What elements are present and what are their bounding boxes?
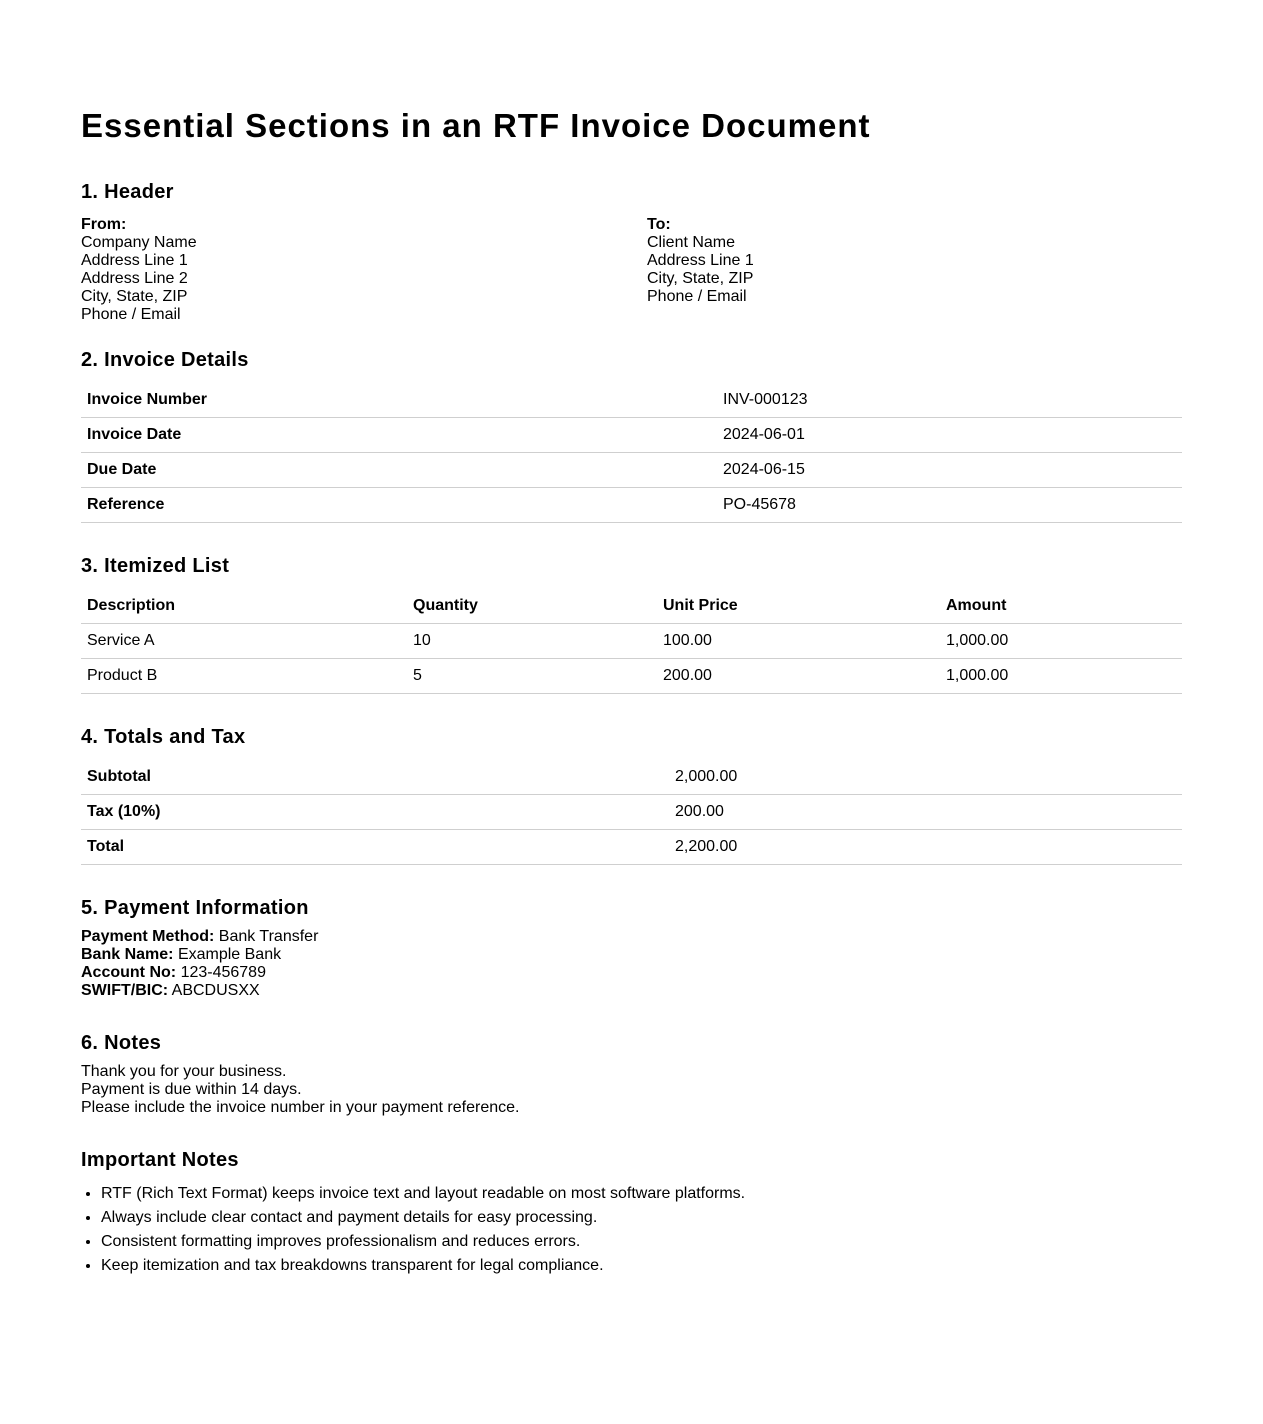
table-row	[81, 830, 1182, 865]
to-line: Phone / Email	[647, 288, 747, 305]
detail-label: Invoice Date	[81, 418, 717, 453]
to-line: Client Name	[647, 234, 736, 251]
itemized-table	[81, 589, 1182, 694]
list-item: • Consistent formatting improves professionalism and reduces errors.	[101, 1230, 1182, 1254]
to-label: To:	[647, 216, 671, 233]
from-line: Address Line 2	[81, 270, 188, 287]
notes-line: Thank you for your business.	[81, 1063, 287, 1080]
section-heading-header: 1. Header	[81, 181, 174, 203]
list-item: • RTF (Rich Text Format) keeps invoice text and layout readable on most software platforms.	[101, 1182, 1182, 1206]
total-label: Subtotal	[81, 760, 669, 795]
detail-label: Due Date	[81, 453, 717, 488]
to-line: City, State, ZIP	[647, 270, 754, 287]
total-value: 200.00	[669, 795, 1182, 830]
payment-field	[81, 928, 1182, 946]
detail-value: INV-000123	[717, 383, 1182, 418]
from-line: Address Line 1	[81, 252, 188, 269]
payment-field	[81, 982, 1182, 1000]
payment-field-value: ABCDUSXX	[171, 982, 260, 999]
section-heading-totals: 4. Totals and Tax	[81, 726, 246, 748]
to-address	[647, 216, 754, 306]
payment-details	[81, 928, 1182, 1000]
page-title: Essential Sections in an RTF Invoice Document	[81, 107, 871, 144]
payment-field	[81, 964, 1182, 982]
column-header: Description	[81, 589, 407, 624]
table-row	[81, 488, 1182, 523]
detail-value: PO-45678	[717, 488, 1182, 523]
item-quantity: 10	[407, 624, 657, 659]
notes-line: Payment is due within 14 days.	[81, 1081, 302, 1098]
table-row	[81, 659, 1182, 694]
list-item: • Always include clear contact and payment details for easy processing.	[101, 1206, 1182, 1230]
table-row	[81, 624, 1182, 659]
item-unit-price: 200.00	[657, 659, 940, 694]
detail-value: 2024-06-15	[717, 453, 1182, 488]
list-item: • Keep itemization and tax breakdowns transparent for legal compliance.	[101, 1254, 1182, 1278]
table-row	[81, 795, 1182, 830]
to-line: Address Line 1	[647, 252, 754, 269]
from-label: From:	[81, 216, 127, 233]
detail-label: Reference	[81, 488, 717, 523]
column-header: Quantity	[407, 589, 657, 624]
section-heading-invoice-details: 2. Invoice Details	[81, 349, 249, 371]
item-description: Service A	[81, 624, 407, 659]
detail-label: Invoice Number	[81, 383, 717, 418]
address-block	[81, 216, 1182, 324]
section-heading-itemized: 3. Itemized List	[81, 555, 230, 577]
from-address	[81, 216, 197, 324]
table-row	[81, 418, 1182, 453]
total-value: 2,200.00	[669, 830, 1182, 865]
payment-field-value: 123-456789	[180, 964, 266, 981]
payment-field-label: Payment Method:	[81, 928, 215, 945]
payment-field	[81, 946, 1182, 964]
table-row	[81, 383, 1182, 418]
section-heading-important-notes: Important Notes	[81, 1149, 239, 1171]
item-description: Product B	[81, 659, 407, 694]
total-label: Tax (10%)	[81, 795, 669, 830]
totals-table	[81, 760, 1182, 865]
payment-field-label: Account No:	[81, 964, 177, 981]
from-line: City, State, ZIP	[81, 288, 188, 305]
column-header: Unit Price	[657, 589, 940, 624]
table-row	[81, 760, 1182, 795]
from-line: Company Name	[81, 234, 197, 251]
itemized-section	[81, 553, 1182, 694]
detail-value: 2024-06-01	[717, 418, 1182, 453]
invoice-details-table	[81, 383, 1182, 523]
payment-field-value: Bank Transfer	[218, 928, 319, 945]
table-header-row	[81, 589, 1182, 624]
payment-field-label: Bank Name:	[81, 946, 174, 963]
payment-field-label: SWIFT/BIC:	[81, 982, 169, 999]
header-section	[81, 179, 1182, 324]
item-quantity: 5	[407, 659, 657, 694]
item-amount: 1,000.00	[940, 659, 1182, 694]
totals-section	[81, 724, 1182, 865]
total-label: Total	[81, 830, 669, 865]
item-unit-price: 100.00	[657, 624, 940, 659]
important-notes-list	[81, 1182, 1182, 1278]
invoice-details-section	[81, 347, 1182, 523]
important-notes-section	[81, 1147, 1182, 1278]
item-amount: 1,000.00	[940, 624, 1182, 659]
total-value: 2,000.00	[669, 760, 1182, 795]
section-heading-notes: 6. Notes	[81, 1032, 162, 1054]
notes-section	[81, 1030, 1182, 1117]
table-row	[81, 453, 1182, 488]
notes-line: Please include the invoice number in your payment reference.	[81, 1099, 520, 1116]
section-heading-payment: 5. Payment Information	[81, 897, 309, 919]
payment-field-value: Example Bank	[177, 946, 282, 963]
from-line: Phone / Email	[81, 306, 181, 323]
column-header: Amount	[940, 589, 1182, 624]
notes-text	[81, 1063, 1182, 1117]
document-body	[81, 105, 1182, 1278]
payment-section	[81, 895, 1182, 1000]
